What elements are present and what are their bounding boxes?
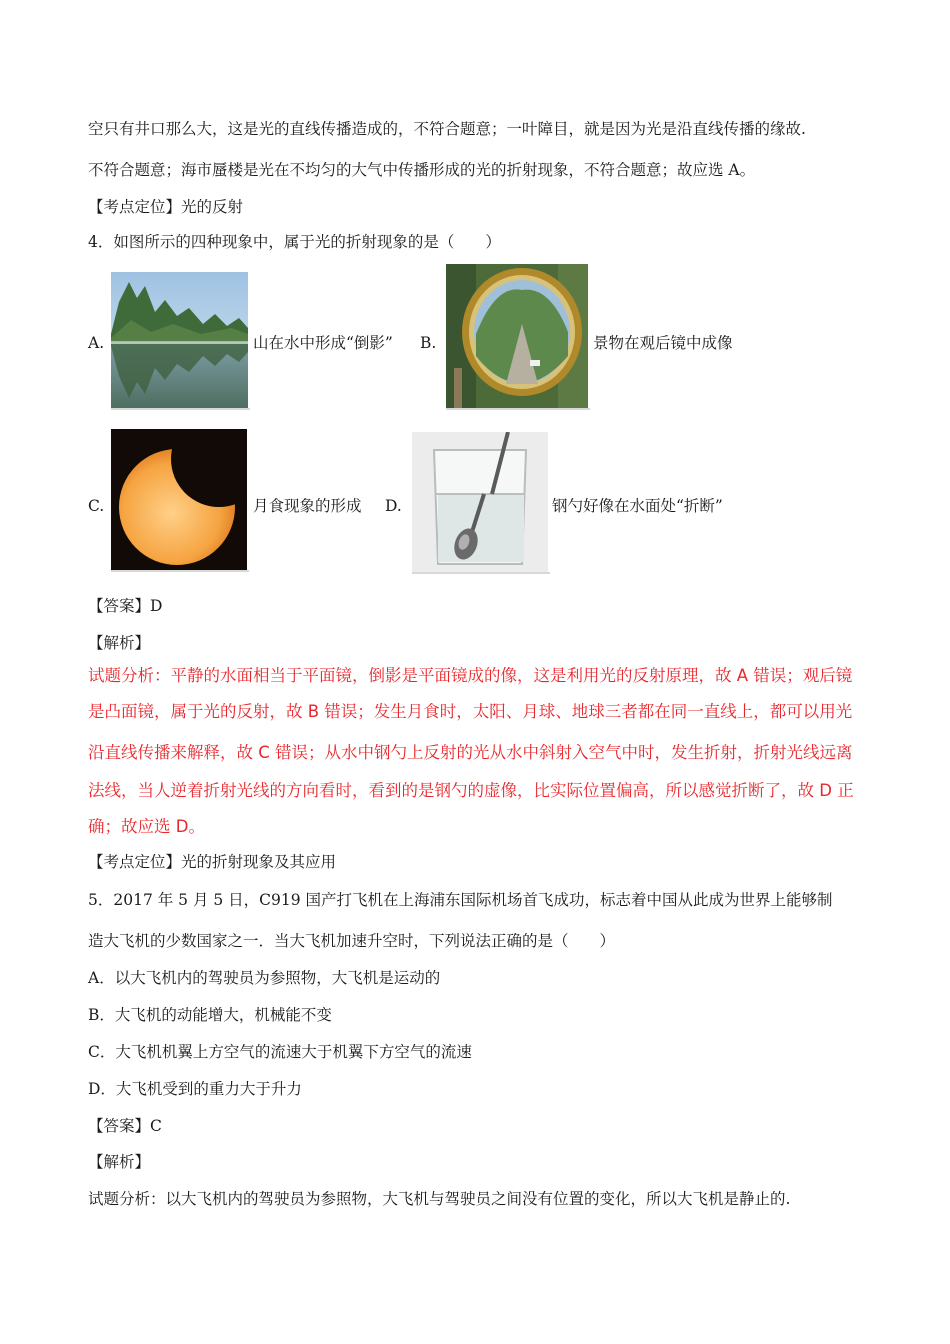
question-5-option-d: D．大飞机受到的重力大于升力 xyxy=(88,1080,302,1098)
analysis-line: 法线，当人逆着折射光线的方向看时，看到的是钢勺的虚像，比实际位置偏高，所以感觉折断了，故 D 正 xyxy=(88,781,854,800)
question-5-option-c: C．大飞机机翼上方空气的流速大于机翼下方空气的流速 xyxy=(88,1043,472,1061)
spoon-in-water-image xyxy=(412,432,548,572)
analysis-line: 确；故应选 D。 xyxy=(88,817,205,836)
text-line: 空只有井口那么大，这是光的直线传播造成的，不符合题意；一叶障目，就是因为光是沿直线传播的缘故. xyxy=(88,120,806,138)
option-a-caption: 山在水中形成“倒影” xyxy=(253,334,393,352)
analysis-line: 试题分析：以大飞机内的驾驶员为参照物，大飞机与驾驶员之间没有位置的变化，所以大飞机是静止的. xyxy=(88,1190,791,1208)
question-5-stem: 造大飞机的少数国家之一．当大飞机加速升空时，下列说法正确的是（ ） xyxy=(88,932,616,950)
eclipse-image xyxy=(111,429,247,570)
analysis-heading: 【解析】 xyxy=(88,1153,151,1171)
image-shadow xyxy=(111,408,250,410)
answer-label: 【答案】D xyxy=(88,597,163,615)
question-5-option-b: B．大飞机的动能增大，机械能不变 xyxy=(88,1006,332,1024)
option-c-caption: 月食现象的形成 xyxy=(253,497,362,515)
option-d-caption: 钢勺好像在水面处“折断” xyxy=(552,497,723,515)
option-b-caption: 景物在观后镜中成像 xyxy=(593,334,733,352)
question-5-stem: 5．2017 年 5 月 5 日，C919 国产打飞机在上海浦东国际机场首飞成功，标志着中国从此成为世界上能够制 xyxy=(88,891,833,909)
topic-label: 【考点定位】光的反射 xyxy=(88,198,244,216)
option-a-label: A. xyxy=(88,334,105,352)
image-shadow xyxy=(111,570,249,572)
topic-label: 【考点定位】光的折射现象及其应用 xyxy=(88,853,337,871)
analysis-line: 沿直线传播来解释，故 C 错误；从水中钢勺上反射的光从水中斜射入空气中时，发生折射，折射光线远离 xyxy=(88,743,853,762)
mountain-reflection-image xyxy=(111,272,248,408)
analysis-heading: 【解析】 xyxy=(88,634,151,652)
analysis-line: 是凸面镜，属于光的反射，故 B 错误；发生月食时，太阳、月球、地球三者都在同一直线上，都可以用光 xyxy=(88,702,853,721)
text-line: 不符合题意；海市蜃楼是光在不均匀的大气中传播形成的光的折射现象，不符合题意；故应选 A。 xyxy=(88,161,756,179)
question-5-option-a: A．以大飞机内的驾驶员为参照物，大飞机是运动的 xyxy=(88,969,441,987)
image-shadow xyxy=(412,572,550,574)
option-c-label: C. xyxy=(88,497,105,515)
image-shadow xyxy=(446,408,590,410)
option-d-label: D. xyxy=(385,497,402,515)
question-4-stem: 4．如图所示的四种现象中，属于光的折射现象的是（ ） xyxy=(88,233,501,251)
option-b-label: B. xyxy=(420,334,437,352)
answer-label: 【答案】C xyxy=(88,1117,162,1135)
rearview-mirror-image xyxy=(446,264,588,408)
analysis-line: 试题分析：平静的水面相当于平面镜，倒影是平面镜成的像，这是利用光的反射原理，故 A 错误；观后镜 xyxy=(88,666,853,685)
